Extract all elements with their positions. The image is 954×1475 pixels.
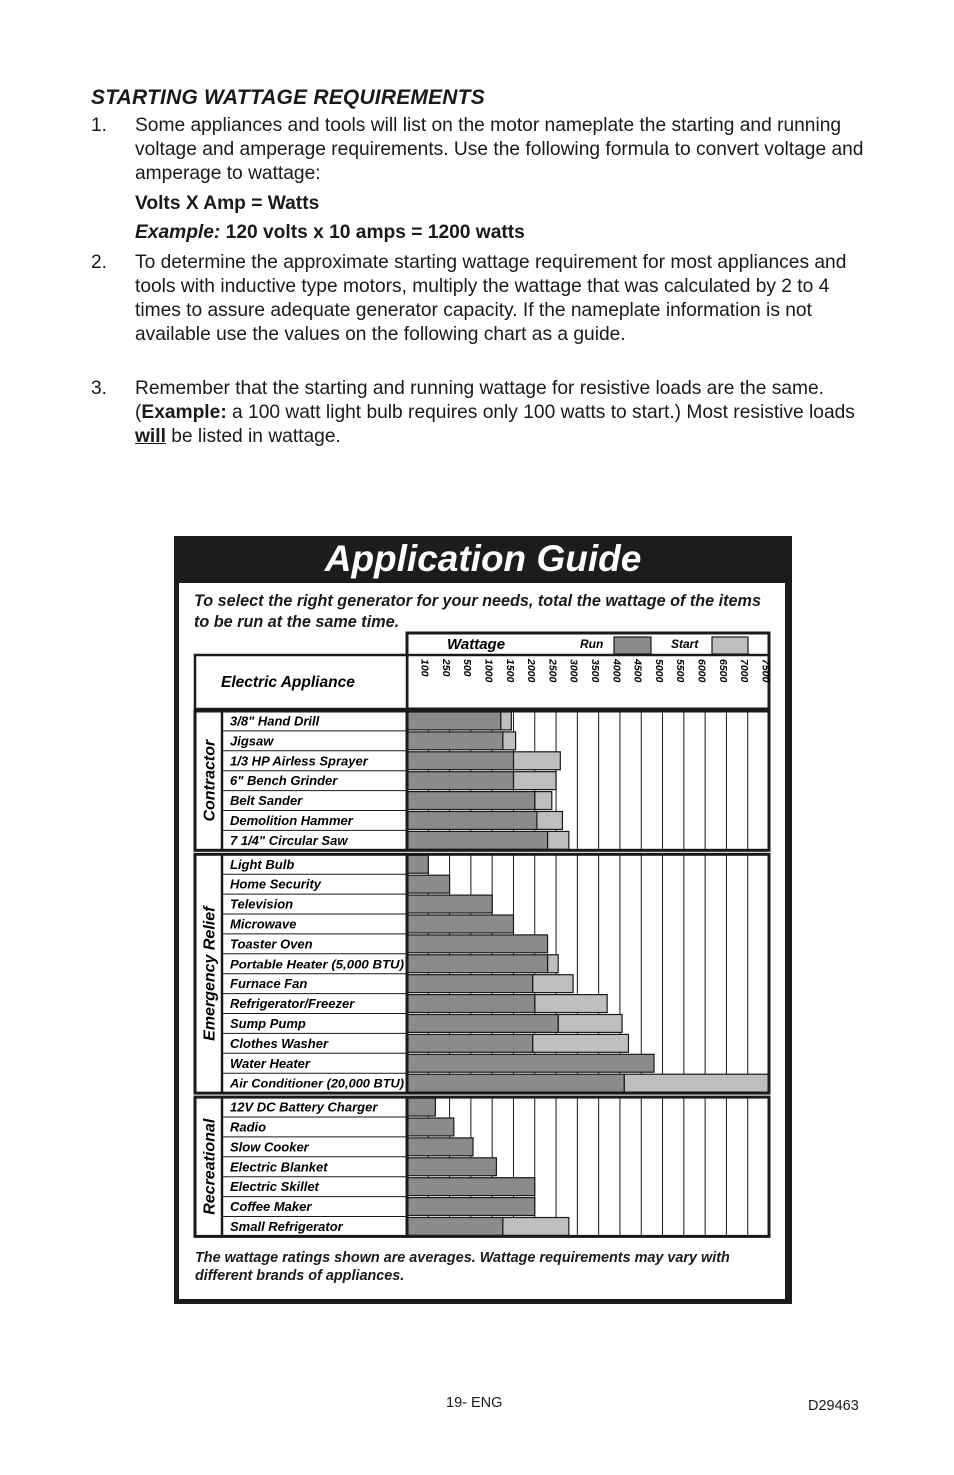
run-bar (407, 975, 533, 993)
item-text-emphasis: will (135, 426, 166, 447)
run-bar (407, 955, 548, 973)
tick-label: 4500 (631, 659, 644, 683)
appliance-label: Electric Blanket (230, 1159, 328, 1175)
run-bar (407, 1158, 496, 1176)
appliance-label: Home Security (230, 876, 322, 892)
run-bar (407, 1034, 533, 1052)
guide-title: Application Guide (324, 538, 642, 579)
item-number: 3. (91, 378, 108, 399)
appliance-label: Water Heater (230, 1055, 310, 1071)
example-text: 120 volts x 10 amps = 1200 watts (220, 222, 525, 243)
tick-label: 7500 (759, 659, 772, 683)
appliance-label: Jigsaw (230, 733, 274, 749)
run-bar (407, 995, 535, 1013)
tick-label: 2000 (525, 659, 538, 683)
run-bar (407, 831, 548, 849)
item-text (135, 377, 871, 449)
group-label: Contractor (201, 739, 219, 822)
run-bar (407, 812, 537, 830)
item-number: 1. (91, 115, 108, 136)
appliance-label: Coffee Maker (230, 1199, 312, 1215)
start-bar (548, 955, 559, 973)
wattage-chart (179, 627, 785, 1247)
run-bar (407, 772, 513, 790)
appliance-label: 7 1/4" Circular Saw (230, 832, 348, 848)
run-bar (407, 895, 492, 913)
tick-label: 4000 (610, 659, 623, 683)
appliance-label: Small Refrigerator (230, 1219, 343, 1234)
start-bar (624, 1074, 769, 1092)
run-bar (407, 1198, 535, 1216)
appliance-label: Light Bulb (230, 856, 295, 872)
legend-start-label: Start (671, 637, 699, 651)
application-guide (174, 536, 792, 1304)
guide-panel (179, 583, 785, 1299)
run-bar (407, 732, 503, 750)
start-bar (503, 1218, 569, 1236)
run-bar (407, 752, 513, 770)
document-code: D29463 (808, 1398, 859, 1414)
appliance-label: Radio (230, 1119, 267, 1135)
start-bar (503, 732, 516, 750)
tick-label: 3000 (567, 659, 580, 683)
appliance-label: Belt Sander (230, 793, 303, 809)
item-text-part: be listed in wattage. (165, 426, 341, 447)
tick-label: 7000 (738, 659, 751, 683)
start-bar (535, 792, 552, 810)
start-bar (535, 995, 607, 1013)
start-bar (501, 712, 512, 730)
page-number: 19- ENG (446, 1395, 503, 1411)
appliance-label: Electric Skillet (230, 1179, 319, 1195)
start-bar (513, 772, 556, 790)
item-text: Some appliances and tools will list on the motor nameplate the starting and running voltage and amperage requirements. Use the following formula to convert voltage and amperage to wattage: (135, 115, 864, 184)
tick-label: 1500 (503, 659, 516, 683)
tick-label: 250 (439, 659, 452, 677)
item-text-bold: Example: (141, 402, 227, 423)
tick-label: 100 (418, 659, 431, 677)
run-bar (407, 875, 450, 893)
group-label: Emergency Relief (201, 906, 219, 1041)
run-bar (407, 1098, 435, 1116)
appliance-label: Microwave (230, 916, 297, 932)
example-label: Example: (135, 222, 221, 243)
item-number: 2. (91, 252, 108, 273)
run-bar (407, 1054, 654, 1072)
start-bar (558, 1015, 622, 1033)
item-text-part: a 100 watt light bulb requires only 100 watts to start.) Most resistive loads (226, 402, 855, 423)
start-bar (548, 831, 569, 849)
item-text: To determine the approximate starting wattage requirement for most appliances and tools with inductive type motors, multiply the wattage that was calculated by 2 to 4 times to assure adequate generator capacity. If the nameplate information is not available use the values on the following chart as a guide. (135, 252, 847, 345)
start-bar (533, 1034, 629, 1052)
run-bar (407, 1178, 535, 1196)
start-bar (537, 812, 563, 830)
legend-run-swatch (614, 637, 651, 654)
group-label: Recreational (201, 1118, 219, 1215)
appliance-label: Toaster Oven (230, 936, 313, 952)
appliance-label: 1/3 HP Airless Sprayer (230, 753, 368, 769)
start-bar (533, 975, 573, 993)
run-bar (407, 935, 548, 953)
formula-example (135, 222, 525, 244)
tick-label: 5500 (674, 659, 687, 683)
run-bar (407, 1118, 454, 1136)
tick-label: 2500 (546, 659, 559, 683)
item-text-part: Remember that the starting and running wattage for resistive loads are the same. ( (135, 378, 824, 423)
appliance-label: 6" Bench Grinder (230, 773, 338, 789)
appliance-label: Refrigerator/Freezer (230, 996, 355, 1012)
tick-label: 3500 (589, 659, 601, 683)
appliance-label: Sump Pump (230, 1016, 306, 1031)
appliance-label: Demolition Hammer (230, 813, 353, 828)
guide-intro: To select the right generator for your needs, total the wattage of the items to be run at the same time. (194, 592, 761, 631)
tick-label: 6500 (716, 659, 729, 683)
start-bar (513, 752, 560, 770)
appliance-label: Television (230, 896, 294, 912)
run-bar (407, 1015, 558, 1033)
run-bar (407, 915, 513, 933)
tick-label: 1000 (482, 659, 495, 683)
appliance-label: Furnace Fan (230, 976, 308, 992)
section-heading: STARTING WATTAGE REQUIREMENTS (91, 86, 485, 109)
tick-label: 6000 (695, 659, 708, 683)
appliance-label: 3/8" Hand Drill (230, 713, 320, 729)
legend-run-label: Run (580, 637, 604, 651)
appliance-label: Air Conditioner (20,000 BTU) (228, 1076, 404, 1091)
appliance-label: Portable Heater (5,000 BTU) (230, 957, 404, 972)
appliance-label: Clothes Washer (230, 1035, 329, 1051)
run-bar (407, 855, 428, 873)
tick-label: 500 (461, 659, 474, 677)
run-bar (407, 1074, 624, 1092)
run-bar (407, 1218, 503, 1236)
legend-start-swatch (712, 637, 748, 654)
formula: Volts X Amp = Watts (135, 193, 320, 214)
axis-label: Wattage (447, 636, 506, 653)
appliance-header: Electric Appliance (221, 674, 355, 691)
guide-footnote: The wattage ratings shown are averages. Wattage requirements may vary with different brands of appliances. (195, 1250, 730, 1284)
run-bar (407, 792, 535, 810)
run-bar (407, 1138, 473, 1156)
run-bar (407, 712, 501, 730)
appliance-label: Slow Cooker (230, 1139, 309, 1155)
tick-label: 5000 (652, 659, 665, 683)
appliance-label: 12V DC Battery Charger (230, 1099, 378, 1115)
